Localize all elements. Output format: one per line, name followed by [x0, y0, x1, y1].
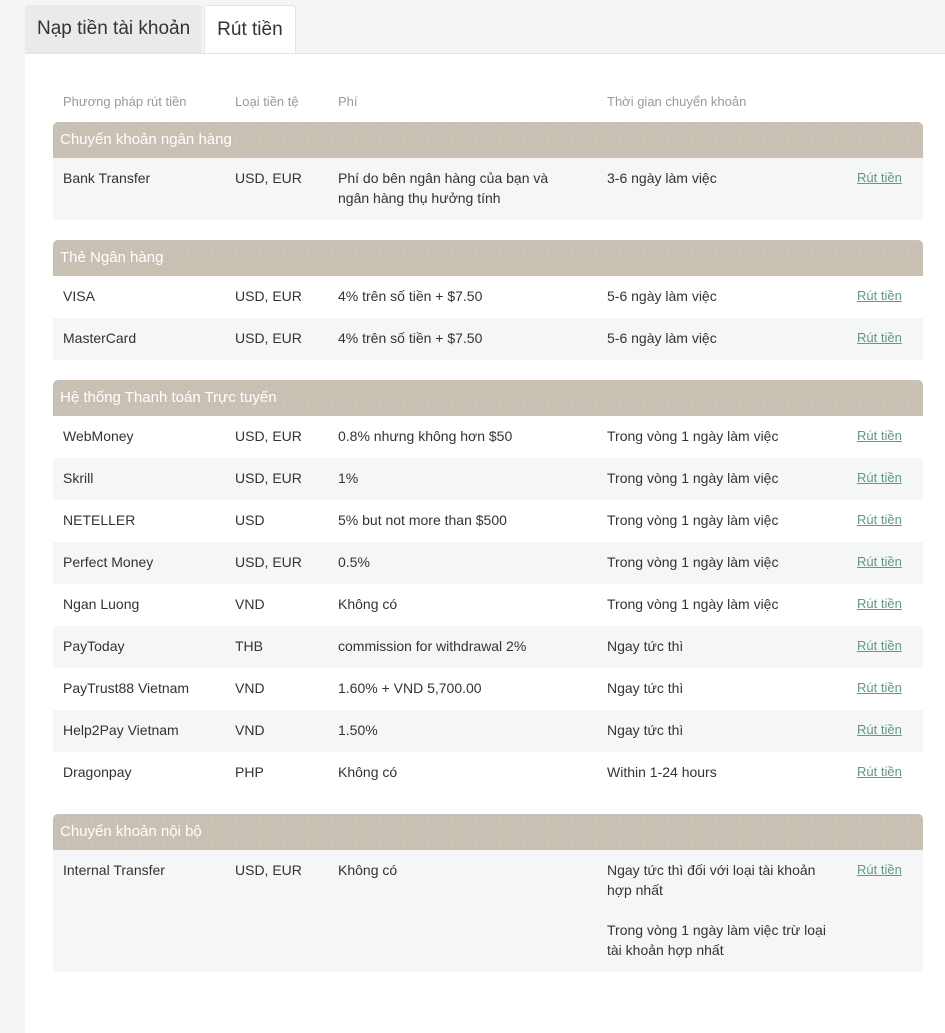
withdraw-link[interactable]: Rút tiền — [857, 596, 902, 611]
currency: VND — [235, 722, 265, 738]
fee: Không có — [338, 764, 398, 780]
tab-deposit[interactable]: Nạp tiền tài khoản — [25, 5, 202, 53]
currency: THB — [235, 638, 263, 654]
transfer-time-line: Trong vòng 1 ngày làm việc — [607, 554, 779, 570]
transfer-time-line: Trong vòng 1 ngày làm việc — [607, 470, 779, 486]
transfer-time — [607, 168, 827, 188]
transfer-time — [607, 678, 827, 698]
transfer-time-line: Ngay tức thì — [607, 722, 684, 738]
method-name: Perfect Money — [63, 554, 154, 570]
transfer-time — [607, 328, 827, 348]
transfer-time — [607, 720, 827, 740]
table-row — [53, 542, 923, 584]
transfer-time-line: 5-6 ngày làm việc — [607, 330, 717, 346]
transfer-time-line: 5-6 ngày làm việc — [607, 288, 717, 304]
fee: 5% but not more than $500 — [338, 512, 507, 528]
currency: USD, EUR — [235, 288, 302, 304]
method-group — [53, 814, 923, 972]
withdraw-link[interactable]: Rút tiền — [857, 288, 902, 303]
transfer-time — [607, 468, 827, 488]
transfer-time-line: Trong vòng 1 ngày làm việc trừ loại tài khoản hợp nhất — [607, 922, 826, 958]
withdraw-link[interactable]: Rút tiền — [857, 554, 902, 569]
column-header-currency: Loại tiền tệ — [235, 94, 299, 109]
fee: 1.60% + VND 5,700.00 — [338, 680, 482, 696]
method-name: Help2Pay Vietnam — [63, 722, 179, 738]
transfer-time-line: 3-6 ngày làm việc — [607, 170, 717, 186]
method-name: WebMoney — [63, 428, 134, 444]
transfer-time-line: Within 1-24 hours — [607, 764, 717, 780]
transfer-time — [607, 286, 827, 306]
table-row — [53, 626, 923, 668]
withdraw-link[interactable]: Rút tiền — [857, 722, 902, 737]
currency: VND — [235, 680, 265, 696]
transfer-time-line: Ngay tức thì đối với loại tài khoản hợp nhất — [607, 862, 816, 898]
transfer-time — [607, 762, 827, 782]
transfer-time — [607, 636, 827, 656]
method-group — [53, 240, 923, 360]
currency: USD, EUR — [235, 862, 302, 878]
currency: VND — [235, 596, 265, 612]
withdraw-link[interactable]: Rút tiền — [857, 428, 902, 443]
currency: USD — [235, 512, 265, 528]
fee: 0.5% — [338, 554, 370, 570]
method-group — [53, 380, 923, 794]
currency: PHP — [235, 764, 264, 780]
table-row — [53, 276, 923, 318]
method-name: Dragonpay — [63, 764, 132, 780]
group-header: Chuyển khoản ngân hàng — [53, 122, 923, 158]
transfer-time — [607, 426, 827, 446]
table-row — [53, 458, 923, 500]
table-row — [53, 710, 923, 752]
fee: 4% trên số tiền + $7.50 — [338, 330, 483, 346]
method-name: NETELLER — [63, 512, 136, 528]
tab-bar — [25, 5, 296, 54]
method-name: Internal Transfer — [63, 862, 165, 878]
group-header: Hệ thống Thanh toán Trực tuyến — [53, 380, 923, 416]
transfer-time — [607, 594, 827, 614]
group-header: Thẻ Ngân hàng — [53, 240, 923, 276]
transfer-time-line: Trong vòng 1 ngày làm việc — [607, 596, 779, 612]
table-row — [53, 500, 923, 542]
column-header-fee: Phí — [338, 94, 358, 109]
method-name: PayToday — [63, 638, 125, 654]
transfer-time-line: Trong vòng 1 ngày làm việc — [607, 512, 779, 528]
group-header: Chuyển khoản nội bộ — [53, 814, 923, 850]
fee: Phí do bên ngân hàng của bạn và ngân hàng thụ hưởng tính — [338, 170, 549, 206]
table-row — [53, 318, 923, 360]
withdraw-link[interactable]: Rút tiền — [857, 638, 902, 653]
currency: USD, EUR — [235, 554, 302, 570]
currency: USD, EUR — [235, 330, 302, 346]
transfer-time-line: Ngay tức thì — [607, 638, 684, 654]
currency: USD, EUR — [235, 428, 302, 444]
method-name: VISA — [63, 288, 95, 304]
currency: USD, EUR — [235, 470, 302, 486]
method-name: PayTrust88 Vietnam — [63, 680, 190, 696]
withdraw-methods-table — [53, 84, 923, 992]
table-row — [53, 416, 923, 458]
withdraw-link[interactable]: Rút tiền — [857, 680, 902, 695]
withdraw-panel — [25, 53, 945, 1033]
transfer-time — [607, 510, 827, 530]
withdraw-link[interactable]: Rút tiền — [857, 330, 902, 345]
method-name: Skrill — [63, 470, 94, 486]
table-row — [53, 668, 923, 710]
fee: commission for withdrawal 2% — [338, 638, 527, 654]
method-group — [53, 122, 923, 220]
transfer-time — [607, 552, 827, 572]
withdraw-link[interactable]: Rút tiền — [857, 170, 902, 185]
method-name: MasterCard — [63, 330, 137, 346]
column-header-method: Phương pháp rút tiền — [63, 94, 187, 109]
fee: 1% — [338, 470, 359, 486]
withdraw-link[interactable]: Rút tiền — [857, 862, 902, 877]
withdraw-link[interactable]: Rút tiền — [857, 764, 902, 779]
table-row — [53, 584, 923, 626]
fee: 0.8% nhưng không hơn $50 — [338, 428, 513, 444]
withdraw-link[interactable]: Rút tiền — [857, 470, 902, 485]
transfer-time-line: Ngay tức thì — [607, 680, 684, 696]
table-row — [53, 158, 923, 220]
method-name: Ngan Luong — [63, 596, 140, 612]
transfer-time-line: Trong vòng 1 ngày làm việc — [607, 428, 779, 444]
fee: 1.50% — [338, 722, 378, 738]
method-name: Bank Transfer — [63, 170, 151, 186]
withdraw-link[interactable]: Rút tiền — [857, 512, 902, 527]
table-header — [53, 84, 923, 122]
table-row — [53, 850, 923, 972]
currency: USD, EUR — [235, 170, 302, 186]
table-row — [53, 752, 923, 794]
fee: Không có — [338, 862, 398, 878]
transfer-time — [607, 860, 827, 960]
fee: Không có — [338, 596, 398, 612]
fee: 4% trên số tiền + $7.50 — [338, 288, 483, 304]
tab-withdraw[interactable]: Rút tiền — [204, 5, 295, 54]
column-header-time: Thời gian chuyển khoản — [607, 94, 747, 109]
